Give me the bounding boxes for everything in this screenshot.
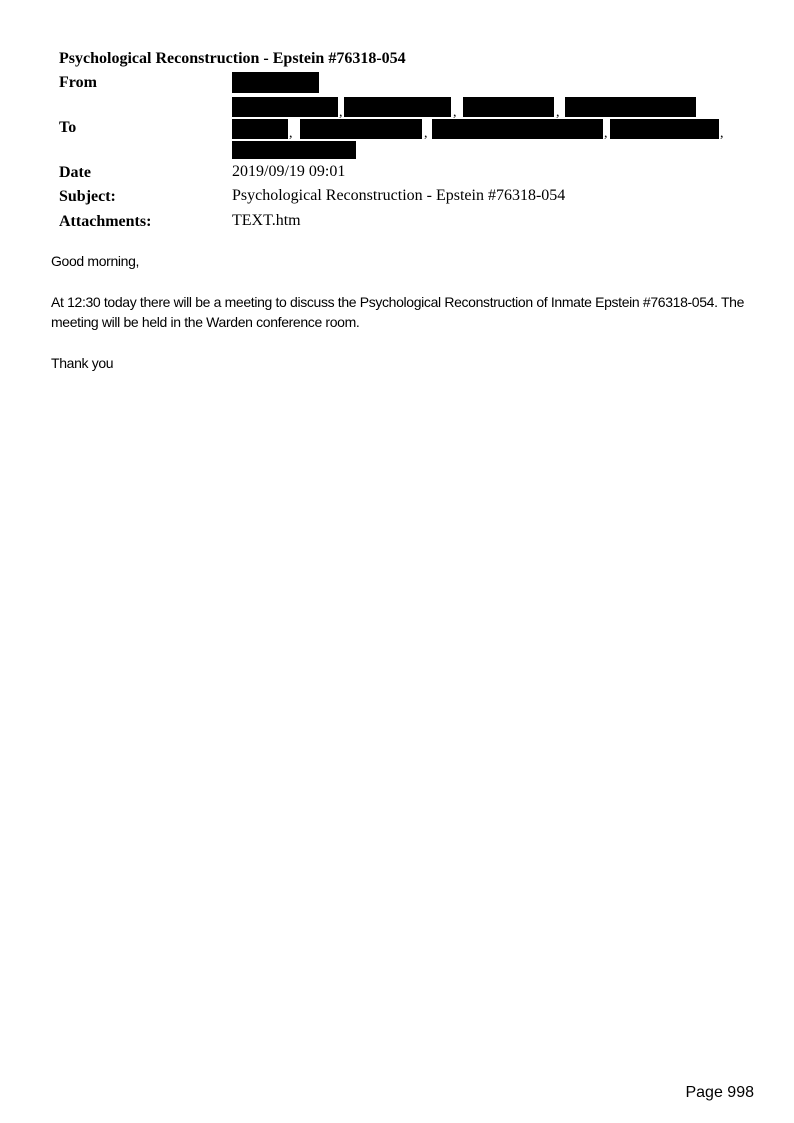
- recipient-separator: ,: [556, 105, 560, 120]
- redacted-recipient-block: [344, 97, 451, 117]
- redacted-recipient-block: [232, 119, 288, 139]
- redacted-from-block: [232, 72, 319, 93]
- subject-value: Psychological Reconstruction - Epstein #76318-054: [232, 187, 566, 204]
- redacted-recipient-block: [565, 97, 696, 117]
- date-value: 2019/09/19 09:01: [232, 163, 346, 180]
- recipient-separator: ,: [453, 105, 457, 120]
- recipient-separator: ,: [289, 126, 293, 141]
- to-label: To: [59, 119, 77, 136]
- recipient-separator: ,: [604, 126, 608, 141]
- recipient-separator: ,: [424, 126, 428, 141]
- email-body: [51, 251, 751, 394]
- attachment-filename: TEXT.htm: [232, 212, 301, 229]
- redacted-recipient-block: [232, 141, 356, 159]
- from-label: From: [59, 74, 97, 91]
- greeting: Good morning,: [51, 253, 140, 269]
- redacted-recipient-block: [232, 97, 338, 117]
- recipient-separator: ,: [339, 105, 343, 120]
- attachments-label: Attachments:: [59, 213, 152, 230]
- email-title: Psychological Reconstruction - Epstein #76318-054: [59, 50, 406, 67]
- subject-label: Subject:: [59, 188, 116, 205]
- redacted-recipient-block: [610, 119, 719, 139]
- recipient-separator: ,: [720, 126, 724, 141]
- date-label: Date: [59, 164, 91, 181]
- message-paragraph: At 12:30 today there will be a meeting to discuss the Psychological Reconstruction of Inmate Epstein #76318-054. The meeting will be held in the Warden conference room.: [51, 294, 745, 330]
- closing: Thank you: [51, 355, 114, 371]
- redacted-recipient-block: [432, 119, 603, 139]
- redacted-recipient-block: [463, 97, 554, 117]
- page-number: Page 998: [685, 1084, 754, 1101]
- redacted-recipient-block: [300, 119, 422, 139]
